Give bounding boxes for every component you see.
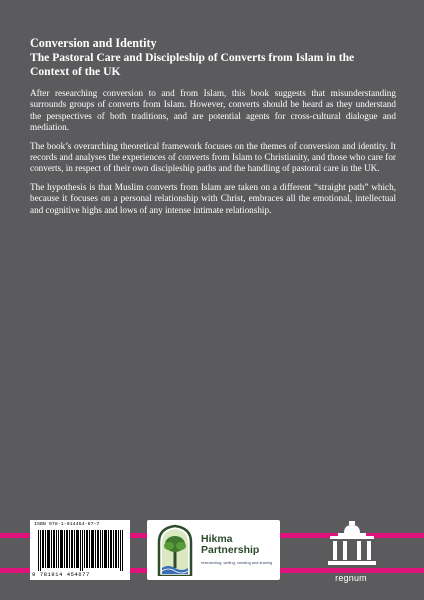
isbn-label: ISBN 978-1-914454-67-7 (34, 522, 100, 527)
hikma-partnership-logo (147, 520, 280, 580)
tree-arch-icon (155, 524, 195, 576)
hikma-name-line-1: Hikma (201, 533, 233, 545)
regnum-building-icon (324, 521, 380, 567)
isbn-barcode (30, 520, 130, 580)
back-cover-text (30, 36, 396, 223)
barcode-bars-icon (38, 530, 124, 571)
publisher-name: regnum (335, 573, 367, 583)
hikma-name (201, 534, 277, 556)
book-subtitle: The Pastoral Care and Discipleship of Converts from Islam in the Context of the UK (30, 51, 355, 78)
book-title: Conversion and Identity (30, 36, 157, 50)
hikma-tagline: researching, writing, creating and sharing (201, 560, 273, 565)
blurb-paragraph-2: The book’s overarching theoretical framework focuses on the themes of conversion and identity. It records and analyses the experiences of converts from Islam to Christianity, and those who care for converts, in respect of their own discipleship paths and the handling of pastoral care in the UK. (30, 140, 396, 174)
blurb-paragraph-3: The hypothesis is that Muslim converts from Islam are taken on a different “straight path” which, because it focuses on a personal relationship with Christ, embraces all the emotional, intellectual and cognitive highs and lows of any intense intimate relationship. (30, 181, 396, 215)
blurb-paragraph-1: After researching conversion to and from Islam, this book suggests that misunderstanding surrounds groups of converts from Islam. However, converts should be heard as they understand the perspectives of both traditions, and are potential agents for cross-cultural dialogue and mediation. (30, 88, 396, 133)
isbn-digits: 9 781914 454677 (32, 571, 90, 578)
hikma-name-line-2: Partnership (201, 544, 260, 556)
